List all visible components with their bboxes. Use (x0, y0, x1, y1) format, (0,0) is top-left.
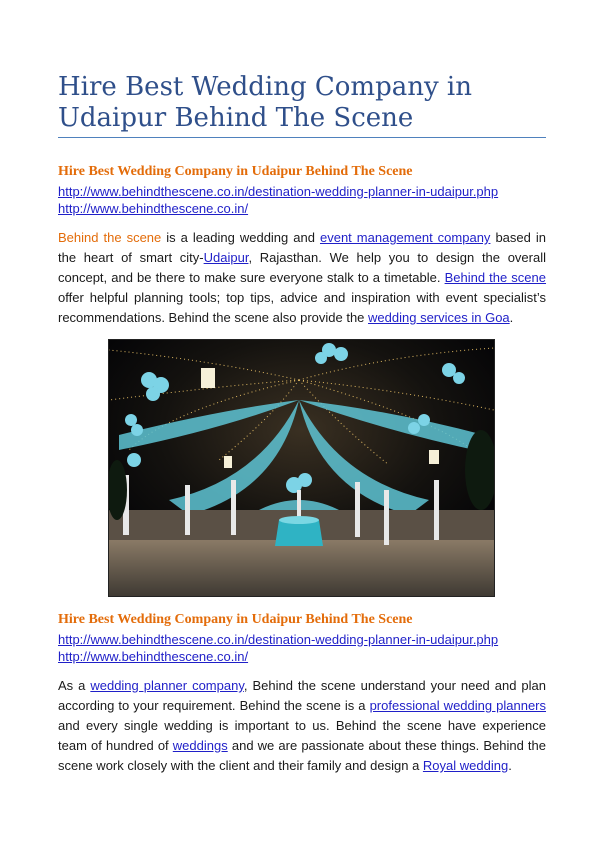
intro-paragraph (58, 228, 546, 328)
weddings-link[interactable]: weddings (172, 738, 228, 753)
udaipur-link[interactable]: Udaipur (203, 250, 249, 265)
event-management-link[interactable]: event management company (319, 230, 491, 245)
para-text: and every single wedding is important to us. Behind the scene have experience team of hundred of (58, 718, 546, 753)
para-text: . (508, 758, 512, 773)
wedding-planner-company-link[interactable]: wedding planner company (90, 678, 244, 693)
para-text: based in the heart of smart city- (58, 230, 546, 265)
para-text: is a leading wedding and (161, 230, 320, 245)
goa-wedding-services-link[interactable]: wedding services in Goa (368, 310, 510, 325)
section-two-heading: Hire Best Wedding Company in Udaipur Behind The Scene (58, 612, 413, 627)
para-text: . (509, 310, 514, 325)
professional-wedding-planners-link[interactable]: professional wedding planners (369, 698, 547, 713)
title-divider (58, 137, 546, 138)
udaipur-planner-link-2[interactable]: http://www.behindthescene.co.in/destination-wedding-planner-in-udaipur.php (58, 632, 499, 647)
venue-illustration (109, 340, 494, 596)
udaipur-planner-link[interactable]: http://www.behindthescene.co.in/destination-wedding-planner-in-udaipur.php (58, 184, 499, 199)
homepage-link-2[interactable]: http://www.behindthescene.co.in/ (58, 649, 249, 664)
section-two (58, 611, 546, 776)
section-one (58, 163, 546, 328)
wedding-venue-photo (108, 339, 495, 597)
behind-the-scene-link[interactable]: Behind the scene (444, 270, 547, 285)
page-title: Hire Best Wedding Company in Udaipur Behind The Scene (58, 72, 472, 133)
para-text: , Rajasthan. We help you to design the overall concept, and be there to make sure everyone stalk to a timetable. (58, 250, 546, 285)
homepage-link[interactable]: http://www.behindthescene.co.in/ (58, 201, 249, 216)
section-one-heading: Hire Best Wedding Company in Udaipur Behind The Scene (58, 164, 413, 179)
behind-the-scene-highlight: Behind the scene (58, 230, 162, 245)
services-paragraph (58, 676, 546, 776)
para-text: offer helpful planning tools; top tips, advice and inspiration with event specialist’s recommendations. Behind the scene also provide the (58, 290, 546, 325)
para-text: , Behind the scene understand your need and plan according to your requirement. Behind the scene is a (58, 678, 546, 713)
para-text: and we are passionate about these things. Behind the scene work closely with the client and their family and design a (58, 738, 547, 773)
para-text: As a (58, 678, 91, 693)
royal-wedding-link[interactable]: Royal wedding (422, 758, 509, 773)
